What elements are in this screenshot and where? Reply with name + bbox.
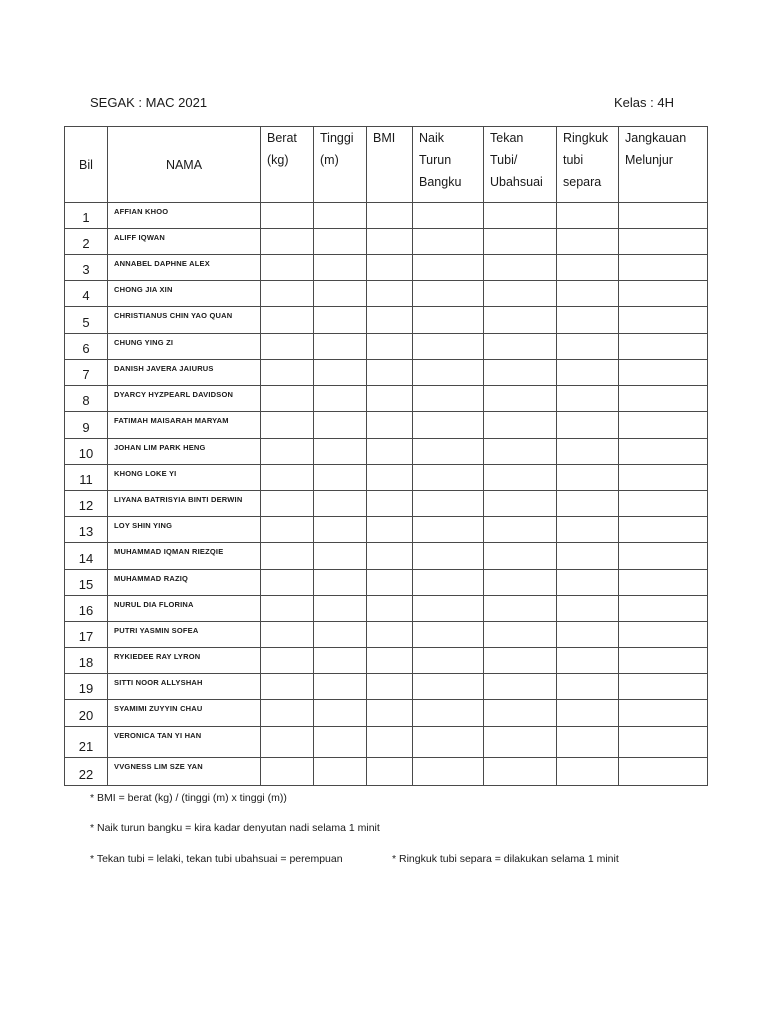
- score-cell[interactable]: [314, 255, 367, 281]
- score-cell[interactable]: [557, 229, 619, 255]
- score-cell[interactable]: [484, 465, 557, 491]
- score-cell[interactable]: [413, 255, 484, 281]
- header-line: Tubi/: [490, 153, 518, 167]
- table-row: [65, 674, 708, 700]
- score-cell[interactable]: [619, 543, 708, 570]
- row-number: 5: [65, 307, 108, 334]
- score-cell[interactable]: [484, 758, 557, 786]
- score-cell[interactable]: [413, 700, 484, 727]
- score-cell[interactable]: [314, 334, 367, 360]
- table-row: [65, 255, 708, 281]
- score-cell[interactable]: [413, 334, 484, 360]
- student-name: CHUNG YING ZI: [108, 334, 261, 360]
- score-cell[interactable]: [619, 491, 708, 517]
- student-name: NURUL DIA FLORINA: [108, 596, 261, 622]
- row-number: 21: [65, 727, 108, 758]
- table-row: [65, 412, 708, 439]
- score-cell[interactable]: [367, 439, 413, 465]
- score-cell[interactable]: [413, 465, 484, 491]
- table-row: [65, 596, 708, 622]
- score-cell[interactable]: [557, 255, 619, 281]
- score-cell[interactable]: [261, 412, 314, 439]
- score-cell[interactable]: [484, 229, 557, 255]
- col-header-jangkauan-melunjur: [619, 127, 708, 203]
- score-cell[interactable]: [367, 622, 413, 648]
- table-row: [65, 727, 708, 758]
- col-header-nama: NAMA: [108, 127, 261, 203]
- student-name: LIYANA BATRISYIA BINTI DERWIN: [108, 491, 261, 517]
- student-name: CHONG JIA XIN: [108, 281, 261, 307]
- score-cell[interactable]: [413, 648, 484, 674]
- row-number: 17: [65, 622, 108, 648]
- table-row: [65, 307, 708, 334]
- score-cell[interactable]: [484, 674, 557, 700]
- score-cell[interactable]: [261, 334, 314, 360]
- score-cell[interactable]: [367, 360, 413, 386]
- score-cell[interactable]: [367, 465, 413, 491]
- student-name: JOHAN LIM PARK HENG: [108, 439, 261, 465]
- header-line: Berat: [267, 131, 297, 145]
- note-tekan-tubi: * Tekan tubi = lelaki, tekan tubi ubahsuai = perempuan: [90, 853, 343, 865]
- student-name: AFFIAN KHOO: [108, 203, 261, 229]
- score-cell[interactable]: [413, 229, 484, 255]
- score-cell[interactable]: [619, 622, 708, 648]
- score-cell[interactable]: [484, 727, 557, 758]
- score-cell[interactable]: [557, 517, 619, 543]
- score-cell[interactable]: [557, 596, 619, 622]
- score-cell[interactable]: [484, 307, 557, 334]
- row-number: 8: [65, 386, 108, 412]
- score-cell[interactable]: [314, 412, 367, 439]
- row-number: 18: [65, 648, 108, 674]
- note-bmi: * BMI = berat (kg) / (tinggi (m) x tinggi (m)): [90, 792, 287, 804]
- student-name: LOY SHIN YING: [108, 517, 261, 543]
- score-cell[interactable]: [367, 596, 413, 622]
- score-cell[interactable]: [557, 543, 619, 570]
- score-cell[interactable]: [484, 517, 557, 543]
- score-cell[interactable]: [261, 465, 314, 491]
- score-cell[interactable]: [619, 570, 708, 596]
- row-number: 13: [65, 517, 108, 543]
- col-header-tekan-tubi: [484, 127, 557, 203]
- table-row: [65, 439, 708, 465]
- score-cell[interactable]: [557, 727, 619, 758]
- col-header-bil: Bil: [65, 127, 108, 203]
- score-cell[interactable]: [557, 674, 619, 700]
- header-line: Naik: [419, 131, 445, 145]
- score-cell[interactable]: [261, 517, 314, 543]
- score-cell[interactable]: [261, 491, 314, 517]
- student-name: MUHAMMAD RAZIQ: [108, 570, 261, 596]
- student-name: PUTRI YASMIN SOFEA: [108, 622, 261, 648]
- student-name: SITTI NOOR ALLYSHAH: [108, 674, 261, 700]
- row-number: 19: [65, 674, 108, 700]
- score-cell[interactable]: [619, 517, 708, 543]
- class-label: Kelas : 4H: [614, 95, 674, 110]
- col-header-tinggi: [314, 127, 367, 203]
- student-name: MUHAMMAD IQMAN RIEZQIE: [108, 543, 261, 570]
- score-cell[interactable]: [314, 570, 367, 596]
- header-line: (kg): [267, 153, 289, 167]
- header-line: Ubahsuai: [490, 175, 543, 189]
- fitness-score-table: [64, 126, 708, 786]
- header-line: Jangkauan: [625, 131, 687, 145]
- row-number: 2: [65, 229, 108, 255]
- score-cell[interactable]: [619, 674, 708, 700]
- header-line: Ringkuk: [563, 131, 609, 145]
- score-cell[interactable]: [314, 491, 367, 517]
- score-cell[interactable]: [484, 386, 557, 412]
- score-cell[interactable]: [619, 648, 708, 674]
- table-row: [65, 517, 708, 543]
- student-name: VVGNESS LIM SZE YAN: [108, 758, 261, 786]
- score-cell[interactable]: [413, 570, 484, 596]
- score-cell[interactable]: [484, 255, 557, 281]
- sheet-title: SEGAK : MAC 2021: [90, 95, 208, 110]
- row-number: 10: [65, 439, 108, 465]
- score-cell[interactable]: [557, 439, 619, 465]
- score-cell[interactable]: [261, 674, 314, 700]
- score-cell[interactable]: [261, 700, 314, 727]
- score-cell[interactable]: [367, 648, 413, 674]
- score-cell[interactable]: [261, 622, 314, 648]
- header-line: Turun: [419, 153, 452, 167]
- score-cell[interactable]: [413, 622, 484, 648]
- score-cell[interactable]: [484, 439, 557, 465]
- score-cell[interactable]: [413, 307, 484, 334]
- score-cell[interactable]: [484, 491, 557, 517]
- score-cell[interactable]: [557, 758, 619, 786]
- table-row: [65, 465, 708, 491]
- score-cell[interactable]: [484, 543, 557, 570]
- score-cell[interactable]: [314, 281, 367, 307]
- score-cell[interactable]: [557, 622, 619, 648]
- score-cell[interactable]: [557, 412, 619, 439]
- score-cell[interactable]: [413, 360, 484, 386]
- table-row: [65, 648, 708, 674]
- score-cell[interactable]: [367, 281, 413, 307]
- student-name: VERONICA TAN YI HAN: [108, 727, 261, 758]
- student-name: ANNABEL DAPHNE ALEX: [108, 255, 261, 281]
- score-cell[interactable]: [314, 229, 367, 255]
- score-cell[interactable]: [261, 255, 314, 281]
- table-row: [65, 700, 708, 727]
- score-cell[interactable]: [261, 543, 314, 570]
- score-cell[interactable]: [413, 596, 484, 622]
- score-cell[interactable]: [367, 255, 413, 281]
- score-cell[interactable]: [367, 543, 413, 570]
- header-line: Tinggi: [320, 131, 354, 145]
- row-number: 9: [65, 412, 108, 439]
- score-cell[interactable]: [484, 281, 557, 307]
- score-cell[interactable]: [367, 307, 413, 334]
- table-row: [65, 622, 708, 648]
- student-name: RYKIEDEE RAY LYRON: [108, 648, 261, 674]
- header-line: (m): [320, 153, 339, 167]
- row-number: 1: [65, 203, 108, 229]
- table-header-row: [65, 127, 708, 203]
- row-number: 20: [65, 700, 108, 727]
- score-cell[interactable]: [314, 465, 367, 491]
- table-row: [65, 491, 708, 517]
- score-cell[interactable]: [619, 700, 708, 727]
- score-cell[interactable]: [557, 700, 619, 727]
- score-cell[interactable]: [619, 203, 708, 229]
- row-number: 4: [65, 281, 108, 307]
- student-name: FATIMAH MAISARAH MARYAM: [108, 412, 261, 439]
- row-number: 11: [65, 465, 108, 491]
- score-cell[interactable]: [557, 491, 619, 517]
- header-line: separa: [563, 175, 602, 189]
- student-name: DYARCY HYZPEARL DAVIDSON: [108, 386, 261, 412]
- score-cell[interactable]: [314, 386, 367, 412]
- row-number: 7: [65, 360, 108, 386]
- score-cell[interactable]: [367, 570, 413, 596]
- row-number: 22: [65, 758, 108, 786]
- row-number: 15: [65, 570, 108, 596]
- table-row: [65, 386, 708, 412]
- score-cell[interactable]: [413, 203, 484, 229]
- score-cell[interactable]: [484, 622, 557, 648]
- score-cell[interactable]: [557, 570, 619, 596]
- score-cell[interactable]: [314, 203, 367, 229]
- score-cell[interactable]: [261, 727, 314, 758]
- score-cell[interactable]: [557, 281, 619, 307]
- score-cell[interactable]: [484, 360, 557, 386]
- score-cell[interactable]: [261, 281, 314, 307]
- header-line: BMI: [373, 131, 396, 145]
- score-cell[interactable]: [367, 700, 413, 727]
- student-name: ALIFF IQWAN: [108, 229, 261, 255]
- note-naik-turun-bangku: * Naik turun bangku = kira kadar denyutan nadi selama 1 minit: [90, 822, 380, 834]
- header-line: Melunjur: [625, 153, 673, 167]
- score-cell[interactable]: [367, 491, 413, 517]
- score-cell[interactable]: [619, 758, 708, 786]
- score-cell[interactable]: [557, 360, 619, 386]
- score-cell[interactable]: [367, 412, 413, 439]
- student-name: KHONG LOKE YI: [108, 465, 261, 491]
- score-cell[interactable]: [261, 648, 314, 674]
- score-cell[interactable]: [619, 727, 708, 758]
- score-cell[interactable]: [261, 229, 314, 255]
- score-cell[interactable]: [413, 439, 484, 465]
- table-row: [65, 281, 708, 307]
- score-cell[interactable]: [557, 307, 619, 334]
- student-name: CHRISTIANUS CHIN YAO QUAN: [108, 307, 261, 334]
- score-cell[interactable]: [619, 360, 708, 386]
- score-cell[interactable]: [367, 203, 413, 229]
- score-cell[interactable]: [484, 570, 557, 596]
- score-cell[interactable]: [413, 674, 484, 700]
- score-cell[interactable]: [557, 334, 619, 360]
- score-cell[interactable]: [413, 491, 484, 517]
- score-cell[interactable]: [619, 229, 708, 255]
- score-cell[interactable]: [557, 465, 619, 491]
- score-cell[interactable]: [367, 727, 413, 758]
- score-cell[interactable]: [314, 622, 367, 648]
- table-row: [65, 543, 708, 570]
- score-cell[interactable]: [484, 203, 557, 229]
- score-cell[interactable]: [367, 386, 413, 412]
- score-cell[interactable]: [619, 281, 708, 307]
- col-header-berat: [261, 127, 314, 203]
- score-cell[interactable]: [314, 758, 367, 786]
- score-cell[interactable]: [367, 517, 413, 543]
- col-header-naik-turun-bangku: [413, 127, 484, 203]
- score-cell[interactable]: [413, 386, 484, 412]
- row-number: 16: [65, 596, 108, 622]
- row-number: 6: [65, 334, 108, 360]
- row-number: 12: [65, 491, 108, 517]
- score-cell[interactable]: [261, 596, 314, 622]
- score-cell[interactable]: [314, 517, 367, 543]
- score-cell[interactable]: [484, 596, 557, 622]
- score-cell[interactable]: [619, 596, 708, 622]
- score-cell[interactable]: [314, 700, 367, 727]
- score-cell[interactable]: [367, 674, 413, 700]
- score-cell[interactable]: [314, 596, 367, 622]
- score-cell[interactable]: [619, 307, 708, 334]
- student-name: DANISH JAVERA JAIURUS: [108, 360, 261, 386]
- score-cell[interactable]: [619, 439, 708, 465]
- score-cell[interactable]: [619, 386, 708, 412]
- score-cell[interactable]: [314, 360, 367, 386]
- score-cell[interactable]: [413, 758, 484, 786]
- score-cell[interactable]: [619, 465, 708, 491]
- score-cell[interactable]: [557, 648, 619, 674]
- score-cell[interactable]: [413, 281, 484, 307]
- score-cell[interactable]: [261, 570, 314, 596]
- score-cell[interactable]: [314, 648, 367, 674]
- score-cell[interactable]: [557, 386, 619, 412]
- score-cell[interactable]: [367, 334, 413, 360]
- score-cell[interactable]: [413, 517, 484, 543]
- score-cell[interactable]: [314, 307, 367, 334]
- score-cell[interactable]: [484, 700, 557, 727]
- col-header-ringkuk-tubi: [557, 127, 619, 203]
- score-cell[interactable]: [314, 439, 367, 465]
- score-cell[interactable]: [314, 674, 367, 700]
- table-row: [65, 229, 708, 255]
- score-cell[interactable]: [261, 386, 314, 412]
- score-cell[interactable]: [367, 229, 413, 255]
- score-cell[interactable]: [413, 412, 484, 439]
- score-cell[interactable]: [619, 334, 708, 360]
- score-cell[interactable]: [314, 727, 367, 758]
- score-cell[interactable]: [484, 648, 557, 674]
- score-cell[interactable]: [484, 334, 557, 360]
- student-name: SYAMIMI ZUYYIN CHAU: [108, 700, 261, 727]
- header-line: tubi: [563, 153, 584, 167]
- score-cell[interactable]: [261, 360, 314, 386]
- table-row: [65, 360, 708, 386]
- table-row: [65, 334, 708, 360]
- score-cell[interactable]: [261, 307, 314, 334]
- score-cell[interactable]: [261, 439, 314, 465]
- score-cell[interactable]: [261, 203, 314, 229]
- score-cell[interactable]: [261, 758, 314, 786]
- note-ringkuk-tubi: * Ringkuk tubi separa = dilakukan selama 1 minit: [392, 853, 619, 865]
- score-cell[interactable]: [619, 412, 708, 439]
- score-cell[interactable]: [557, 203, 619, 229]
- table-row: [65, 570, 708, 596]
- header-line: Bangku: [419, 175, 462, 189]
- score-cell[interactable]: [484, 412, 557, 439]
- score-cell[interactable]: [367, 758, 413, 786]
- score-cell[interactable]: [619, 255, 708, 281]
- row-number: 3: [65, 255, 108, 281]
- col-header-bmi: [367, 127, 413, 203]
- score-cell[interactable]: [314, 543, 367, 570]
- row-number: 14: [65, 543, 108, 570]
- table-row: [65, 758, 708, 786]
- table-row: [65, 203, 708, 229]
- score-cell[interactable]: [413, 543, 484, 570]
- header-line: Tekan: [490, 131, 524, 145]
- score-cell[interactable]: [413, 727, 484, 758]
